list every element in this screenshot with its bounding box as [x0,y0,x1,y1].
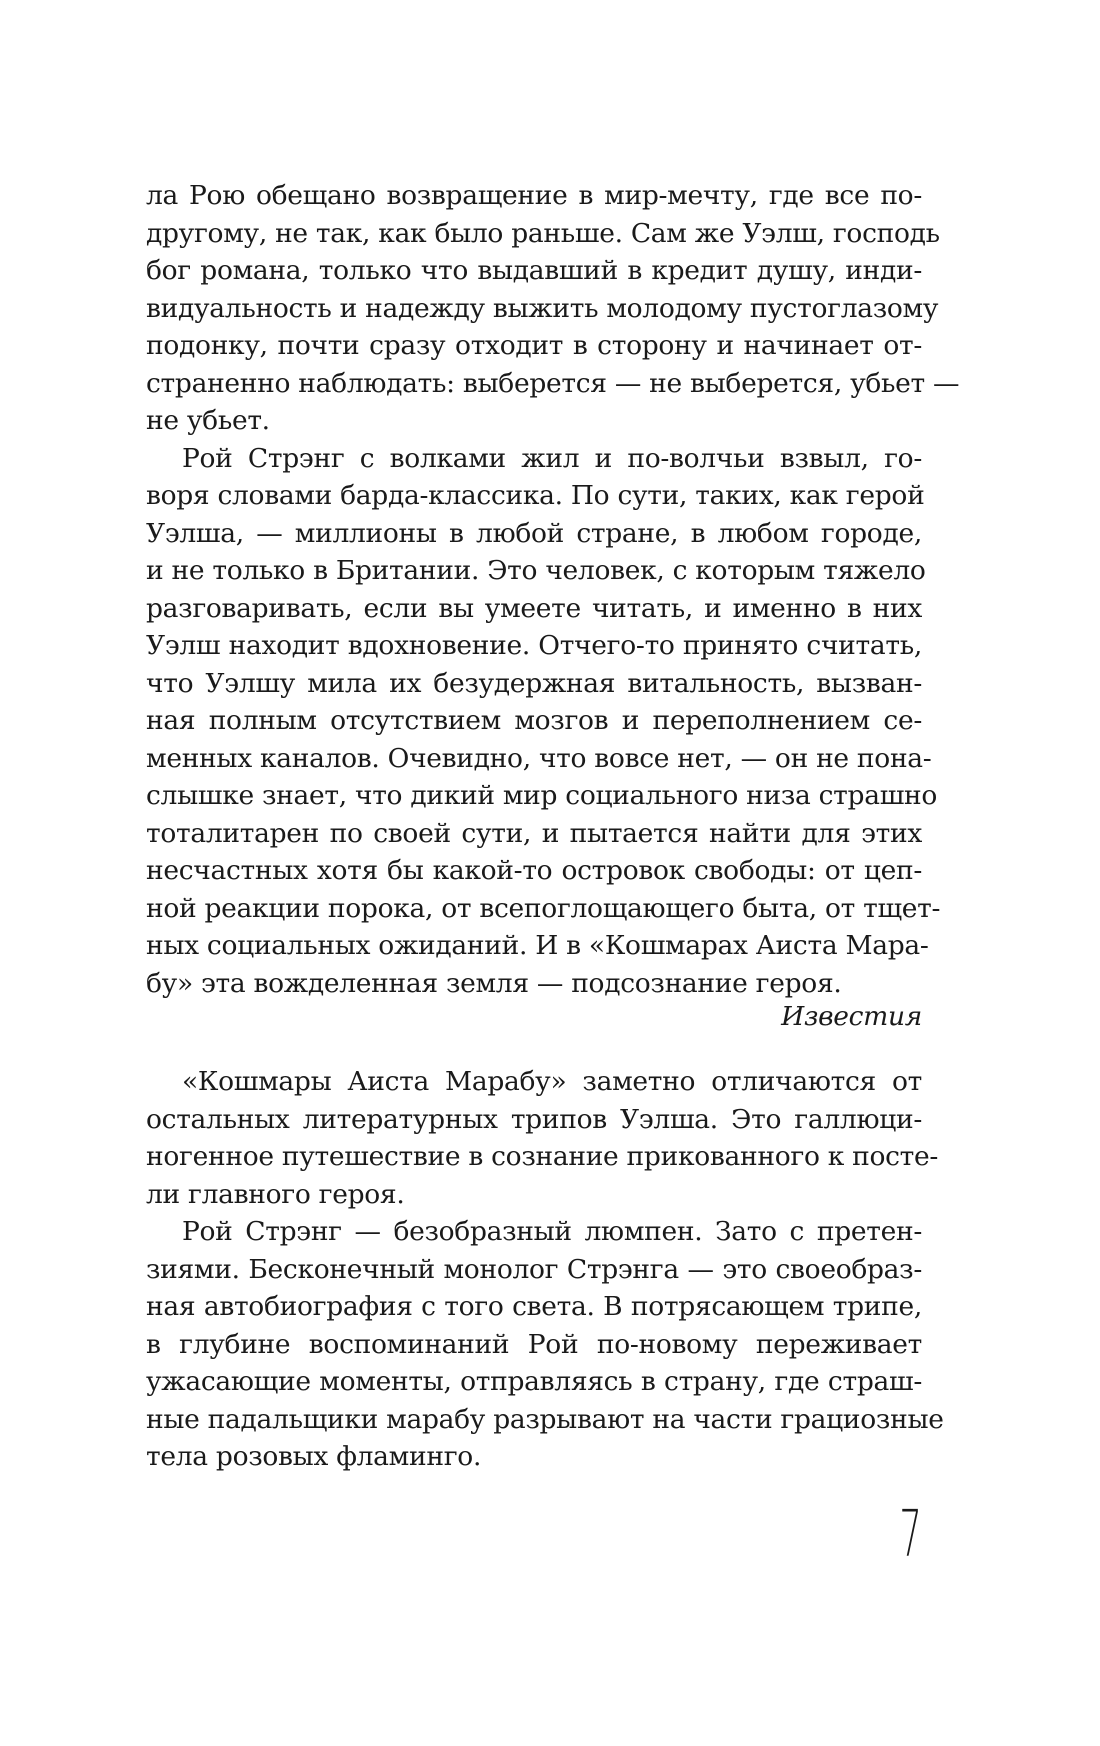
page-number: 7 [899,1498,922,1572]
text-line: подонку, почти сразу отходит в сторону и начинает от- [146,330,922,361]
text-line: ная автобиография с того света. В потрясающем трипе, [146,1291,922,1322]
text-line: что Уэлшу мила их безудержная витальность, вызван- [146,667,922,699]
text-line: «Кошмары Аиста Марабу» заметно отличаются от [182,1066,922,1097]
text-line: тоталитарен по своей сути, и пытается найти для этих [146,817,922,849]
text-line: видуальность и надежду выжить молодому пустоглазому [146,292,939,324]
text-line: тела розовых фламинго. [146,1441,482,1472]
text-line: и не только в Британии. Это человек, с которым тяжело [146,555,926,586]
text-line: разговаривать, если вы умеете читать, и именно в них [146,592,922,624]
text-line: ла Рою обещано возвращение в мир-мечту, где все по- [146,180,922,211]
text-line: ные падальщики марабу разрывают на части грациозные [146,1403,944,1435]
text-line: Уэлш находит вдохновение. Отчего-то принято считать, [146,630,922,661]
quote-text-bottom [146,1063,944,1476]
text-line: не убьет. [146,405,270,436]
text-line: ли главного героя. [146,1178,405,1210]
text-line: ужасающие моменты, отправляясь в страну, где страш- [146,1366,922,1397]
text-line: несчастных хотя бы какой-то островок свободы: от цеп- [146,855,922,886]
text-line: бу» эта вожделенная земля — подсознание героя. [146,967,842,999]
text-line: зиями. Бесконечный монолог Стрэнга — это своеобраз- [146,1253,922,1285]
text-line: воря словами барда-классика. По сути, таких, как герой [146,480,925,511]
text-line: ная полным отсутствием мозгов и переполнением се- [146,705,922,736]
quote-text-top [146,177,960,1002]
text-line: Уэлша, — миллионы в любой стране, в любом городе, [146,517,922,549]
quote-attribution: Известия [781,1001,922,1032]
text-line: бог романа, только что выдавший в кредит душу, инди- [146,255,922,286]
text-line: другому, не так, как было раньше. Сам же Уэлш, господь [146,217,940,249]
text-line: Рой Стрэнг с волками жил и по-волчьи взвыл, го- [182,442,922,474]
text-line: в глубине воспоминаний Рой по-новому переживает [146,1328,922,1360]
text-line: ных социальных ожиданий. И в «Кошмарах Аиста Мара- [146,930,929,961]
text-line: страненно наблюдать: выберется — не выберется, убьет — [146,367,960,399]
text-line: ной реакции порока, от всепоглощающего быта, от тщет- [146,892,941,924]
text-line: ногенное путешествие в сознание прикованного к посте- [146,1141,939,1172]
text-line: слышке знает, что дикий мир социального низа страшно [146,780,938,811]
text-line: Рой Стрэнг — безобразный люмпен. Зато с претен- [182,1216,922,1247]
text-line: остальных литературных трипов Уэлша. Это галлюци- [146,1103,922,1135]
text-line: менных каналов. Очевидно, что вовсе нет, — он не пона- [146,742,932,774]
